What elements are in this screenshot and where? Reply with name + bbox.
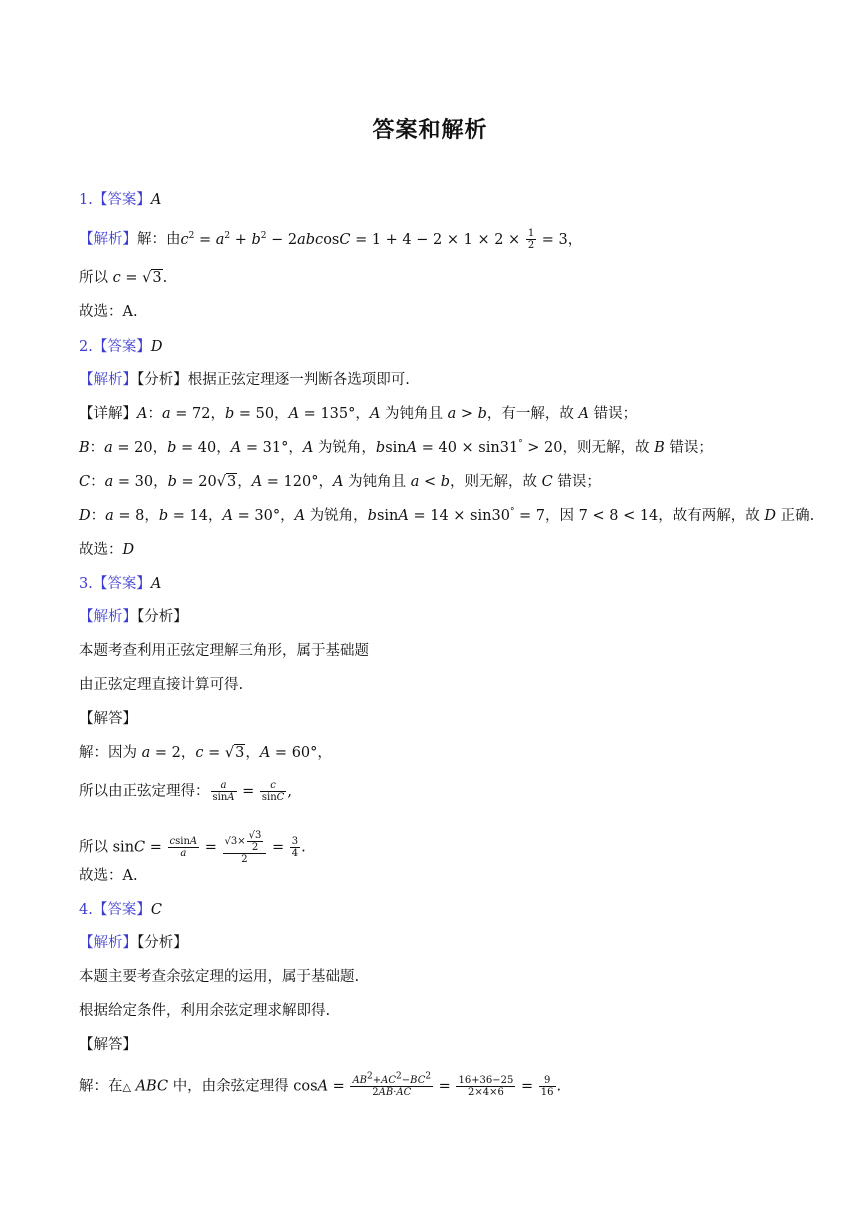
q1-result-line [79, 268, 167, 288]
q1-answer-tag: 【答案】 [92, 192, 151, 208]
q1-jie: 解：由 [137, 231, 181, 248]
q4-answer-tag: 【答案】 [92, 902, 151, 918]
q1-result: c = √3. [112, 270, 168, 286]
q3-step2-prefix: 所以由正弦定理得： [79, 783, 210, 800]
q1-analysis-line [79, 228, 582, 251]
q3-step3-prefix: 所以 [79, 839, 108, 856]
q2-answer-line [79, 337, 162, 357]
q2-number: 2. [79, 339, 93, 355]
q3-intro: 本题考查利用正弦定理解三角形，属于基础题 [79, 643, 369, 659]
q2-analysis-line [79, 370, 410, 390]
q3-conclusion: 故选：A. [79, 868, 138, 884]
q3-answer-line [79, 574, 161, 594]
q1-analysis-tag: 【解析】 [79, 231, 137, 248]
q4-step-mid: 中，由余弦定理得 [172, 1078, 289, 1095]
q2-detail-a [79, 404, 637, 424]
q2-analysis-tag: 【解析】 [79, 372, 137, 388]
q4-answer-line [79, 900, 162, 920]
q3-solution-tag: 【解答】 [79, 711, 137, 727]
q2-answer-tag: 【答案】 [92, 339, 151, 355]
q1-result-prefix: 所以 [79, 270, 108, 286]
q4-step-prefix: 解：在 [79, 1078, 123, 1095]
q1-answer-line [79, 190, 161, 210]
q3-method: 由正弦定理直接计算可得. [79, 677, 244, 693]
q4-intro: 本题主要考查余弦定理的运用，属于基础题. [79, 969, 360, 985]
q2-fenxi-line: 【分析】根据正弦定理逐一判断各选项即可. [137, 372, 410, 388]
q1-equation: $c^2 = a^2 + b^2 - 2abcosC = 1 + 4 - 2 \times 1 \times 2$ × $\frac{1}{2}$ = 3， [180, 228, 583, 251]
q4-number: 4. [79, 902, 93, 918]
q1-number: 1. [79, 192, 93, 208]
q4-analysis-line [79, 933, 188, 953]
q2-answer-value: D [150, 339, 163, 355]
q3-step1-prefix: 解：因为 [79, 745, 137, 761]
q4-step: 解：在△ ABC 中，由余弦定理得 cosA = $\frac{AB^2+AC^2-BC^2}{2AB\cdot AC}$ = $\frac{16+36-25}{2\times 4\times 6}$ = $\frac{9}{16}$ . [79, 1071, 562, 1098]
triangle-symbol: △ [122, 1080, 131, 1094]
q4-solution-tag: 【解答】 [79, 1037, 137, 1053]
q4-analysis-tag: 【解析】 [79, 935, 137, 951]
q2-conclusion-answer: D [122, 542, 135, 558]
q4-answer-value: C [150, 902, 162, 918]
q3-step1: 解：因为 a = 2，c = √3，A = 60°， [79, 745, 332, 761]
q2-detail-tag: 【详解】 [79, 406, 137, 422]
q2-case-b: B：a = 20，b = 40，A = 31°，A 为锐角，bsinA = 40 × sin31° > 20，则无解，故 B 错误； [79, 439, 713, 456]
page-title: 答案和解析 [372, 118, 488, 143]
q3-answer-value: A [150, 576, 162, 592]
q2-case-c: C：a = 30，b = 20√3，A = 120°，A 为钝角且 a < b，则无解，故 C 错误； [79, 474, 601, 490]
q1-answer-value: A [150, 192, 162, 208]
q2-case-a: A：a = 72，b = 50，A = 135°，A 为钝角且 a > b，有一解，故 A 错误； [137, 406, 638, 422]
q4-fenxi: 【分析】 [137, 935, 188, 951]
q3-answer-tag: 【答案】 [92, 576, 151, 592]
q1-conclusion: 故选：A. [79, 304, 138, 320]
q3-step2: 所以由正弦定理得： $\frac{a}{\sin A}$ = $\frac{c}{\sin C}$ , [79, 780, 292, 803]
q3-analysis-tag: 【解析】 [79, 609, 137, 625]
q3-number: 3. [79, 576, 93, 592]
q2-case-d: D：a = 8，b = 14，A = 30°，A 为锐角，bsinA = 14 × sin30° = 7，因 7 < 8 < 14，故有两解，故 D 正确. [79, 507, 815, 524]
q3-step3: 所以 sinC = $\frac{csinA}{a}$ = √3× $\frac{√3}{2}$ 2 = $\frac{3}{4}$ . [79, 830, 306, 865]
q2-conclusion: 故选：D [79, 542, 135, 558]
q4-method: 根据给定条件，利用余弦定理求解即得. [79, 1003, 331, 1019]
q3-analysis-line [79, 607, 188, 627]
q3-fenxi: 【分析】 [137, 609, 188, 625]
